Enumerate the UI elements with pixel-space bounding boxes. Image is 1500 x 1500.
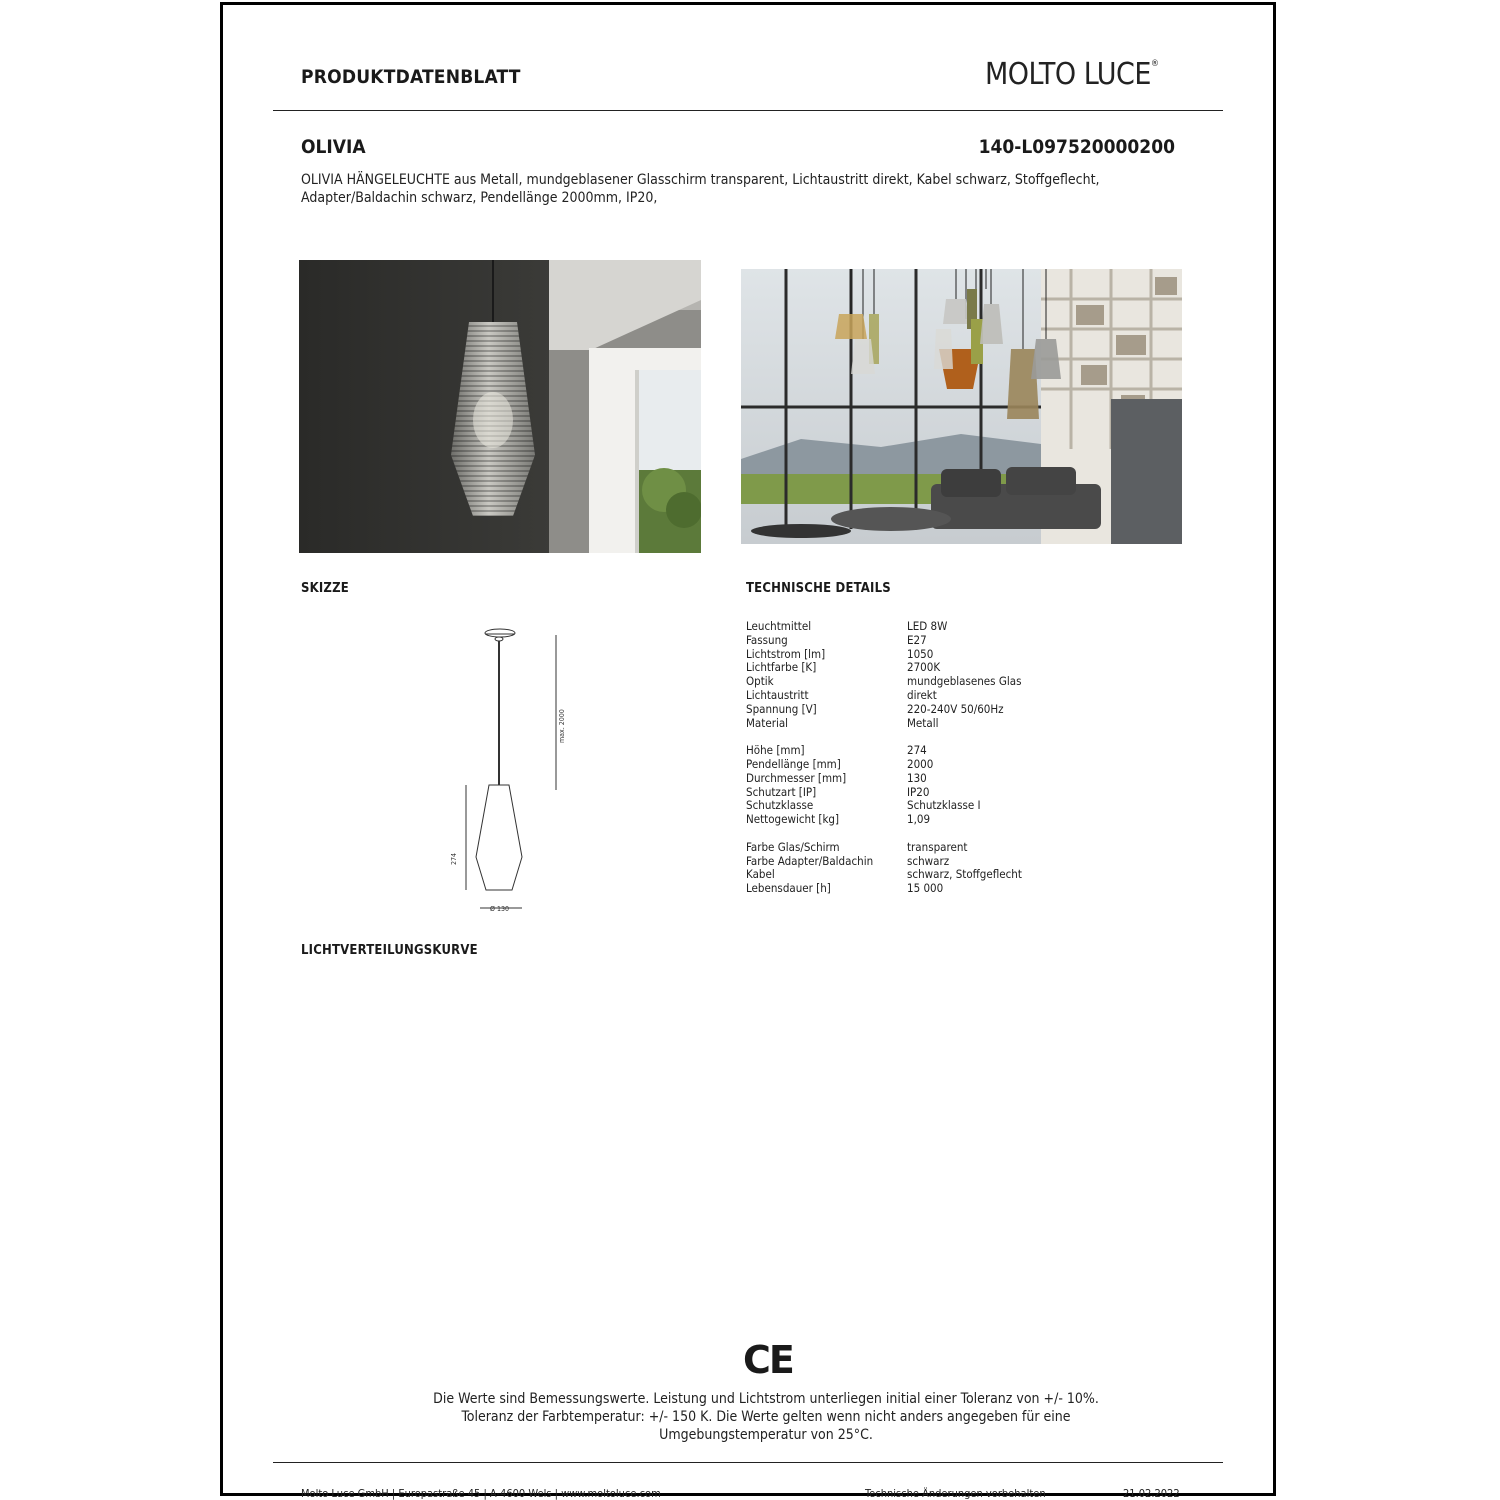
tech-label: Schutzart [IP] xyxy=(746,784,817,799)
tech-label: Lichtstrom [lm] xyxy=(746,646,826,661)
tech-row xyxy=(746,813,1022,827)
tech-label: Pendellänge [mm] xyxy=(746,756,841,771)
tech-row xyxy=(746,744,1022,758)
sketch-heading: SKIZZE xyxy=(301,581,349,596)
tech-group-dimensions xyxy=(746,744,1022,827)
footer-disclaimer: Technische Änderungen vorbehalten xyxy=(865,1487,1046,1500)
tech-label: Fassung xyxy=(746,632,788,647)
footer-company: Molto Luce GmbH | Europastraße 45 | A-4600 Wels | www.moltoluce.com xyxy=(301,1487,661,1500)
technical-details-table xyxy=(746,620,1022,896)
tech-value: Schutzklasse I xyxy=(907,798,981,813)
tech-value: transparent xyxy=(907,839,968,854)
tech-row xyxy=(746,786,1022,800)
product-photo xyxy=(299,260,701,553)
tech-label: Kabel xyxy=(746,867,775,882)
tech-row xyxy=(746,758,1022,772)
tech-label: Durchmesser [mm] xyxy=(746,770,847,785)
tech-value: IP20 xyxy=(907,784,930,799)
tolerance-note-line: Die Werte sind Bemessungswerte. Leistung und Lichtstrom unterliegen initial einer Toleranz von +/- 10%. xyxy=(433,1391,1099,1407)
light-distribution-heading: LICHTVERTEILUNGSKURVE xyxy=(301,943,478,958)
brand-logo-text: MOLTO LUCE xyxy=(985,57,1151,92)
tech-value: E27 xyxy=(907,632,927,647)
diameter-label: Ø 130 xyxy=(490,905,509,913)
footer-date: 21.02.2022 xyxy=(1123,1487,1180,1500)
tech-label: Lichtfarbe [K] xyxy=(746,660,817,675)
sketch-drawing xyxy=(448,625,578,920)
tech-group-lighting xyxy=(746,620,1022,730)
document-title: PRODUKTDATENBLATT xyxy=(301,66,521,88)
footer-divider xyxy=(273,1462,1223,1463)
tech-value: direkt xyxy=(907,687,937,702)
tech-label: Farbe Glas/Schirm xyxy=(746,839,840,854)
pendant-length-dimension xyxy=(556,703,568,763)
tech-row xyxy=(746,841,1022,855)
tech-row xyxy=(746,772,1022,786)
tech-row xyxy=(746,855,1022,869)
tolerance-note-line: Umgebungstemperatur von 25°C. xyxy=(659,1427,873,1443)
datasheet-page xyxy=(220,2,1276,1500)
tech-row xyxy=(746,703,1022,717)
tolerance-note xyxy=(301,1390,1231,1444)
tech-row xyxy=(746,882,1022,896)
tech-row xyxy=(746,648,1022,662)
tech-row xyxy=(746,717,1022,731)
product-name: OLIVIA xyxy=(301,136,366,158)
tech-value: 220-240V 50/60Hz xyxy=(907,701,1004,716)
tech-row xyxy=(746,675,1022,689)
tech-row xyxy=(746,620,1022,634)
tech-value: 1,09 xyxy=(907,812,931,827)
tech-value: 15 000 xyxy=(907,881,944,896)
tech-label: Schutzklasse xyxy=(746,798,814,813)
tech-value: 274 xyxy=(907,743,927,758)
tech-value: 130 xyxy=(907,770,927,785)
tech-value: LED 8W xyxy=(907,619,948,633)
tech-value: 1050 xyxy=(907,646,934,661)
tech-label: Lebensdauer [h] xyxy=(746,881,831,896)
tech-row xyxy=(746,661,1022,675)
tech-label: Lichtaustritt xyxy=(746,687,809,702)
pendant-length-label: max. 2000 xyxy=(558,709,566,743)
tech-label: Nettogewicht [kg] xyxy=(746,812,840,827)
tech-row xyxy=(746,799,1022,813)
technical-details-heading: TECHNISCHE DETAILS xyxy=(746,581,891,596)
ce-mark: CE xyxy=(743,1338,793,1382)
tech-value: mundgeblasenes Glas xyxy=(907,674,1022,689)
tech-group-spacer xyxy=(746,730,1022,744)
ambient-photo xyxy=(741,269,1182,544)
tech-label: Höhe [mm] xyxy=(746,743,805,758)
tech-group-spacer xyxy=(746,827,1022,841)
tech-row xyxy=(746,634,1022,648)
registered-mark: ® xyxy=(1150,59,1159,69)
tech-label: Farbe Adapter/Baldachin xyxy=(746,853,874,868)
tech-label: Leuchtmittel xyxy=(746,619,812,633)
product-description: OLIVIA HÄNGELEUCHTE aus Metall, mundgeblasener Glasschirm transparent, Lichtaustritt direkt, Kabel schwarz, Stoffgeflecht, Adapter/Baldachin schwarz, Pendellänge 2000mm, IP20, xyxy=(301,172,1100,206)
brand-logo xyxy=(985,57,1159,92)
tech-row xyxy=(746,868,1022,882)
tech-group-finishes xyxy=(746,841,1022,896)
tech-value: 2700K xyxy=(907,660,941,675)
tech-value: Metall xyxy=(907,715,939,730)
tech-label: Spannung [V] xyxy=(746,701,817,716)
header-divider xyxy=(273,110,1223,111)
tech-value: 2000 xyxy=(907,756,934,771)
tolerance-note-line: Toleranz der Farbtemperatur: +/- 150 K. Die Werte gelten wenn nicht anders angegeben für eine xyxy=(461,1409,1071,1425)
tech-label: Material xyxy=(746,715,789,730)
tech-value: schwarz, Stoffgeflecht xyxy=(907,867,1022,882)
product-code: 140-L097520000200 xyxy=(978,136,1175,158)
tech-label: Optik xyxy=(746,674,774,689)
tech-row xyxy=(746,689,1022,703)
tech-value: schwarz xyxy=(907,853,950,868)
height-label: 274 xyxy=(450,852,458,865)
